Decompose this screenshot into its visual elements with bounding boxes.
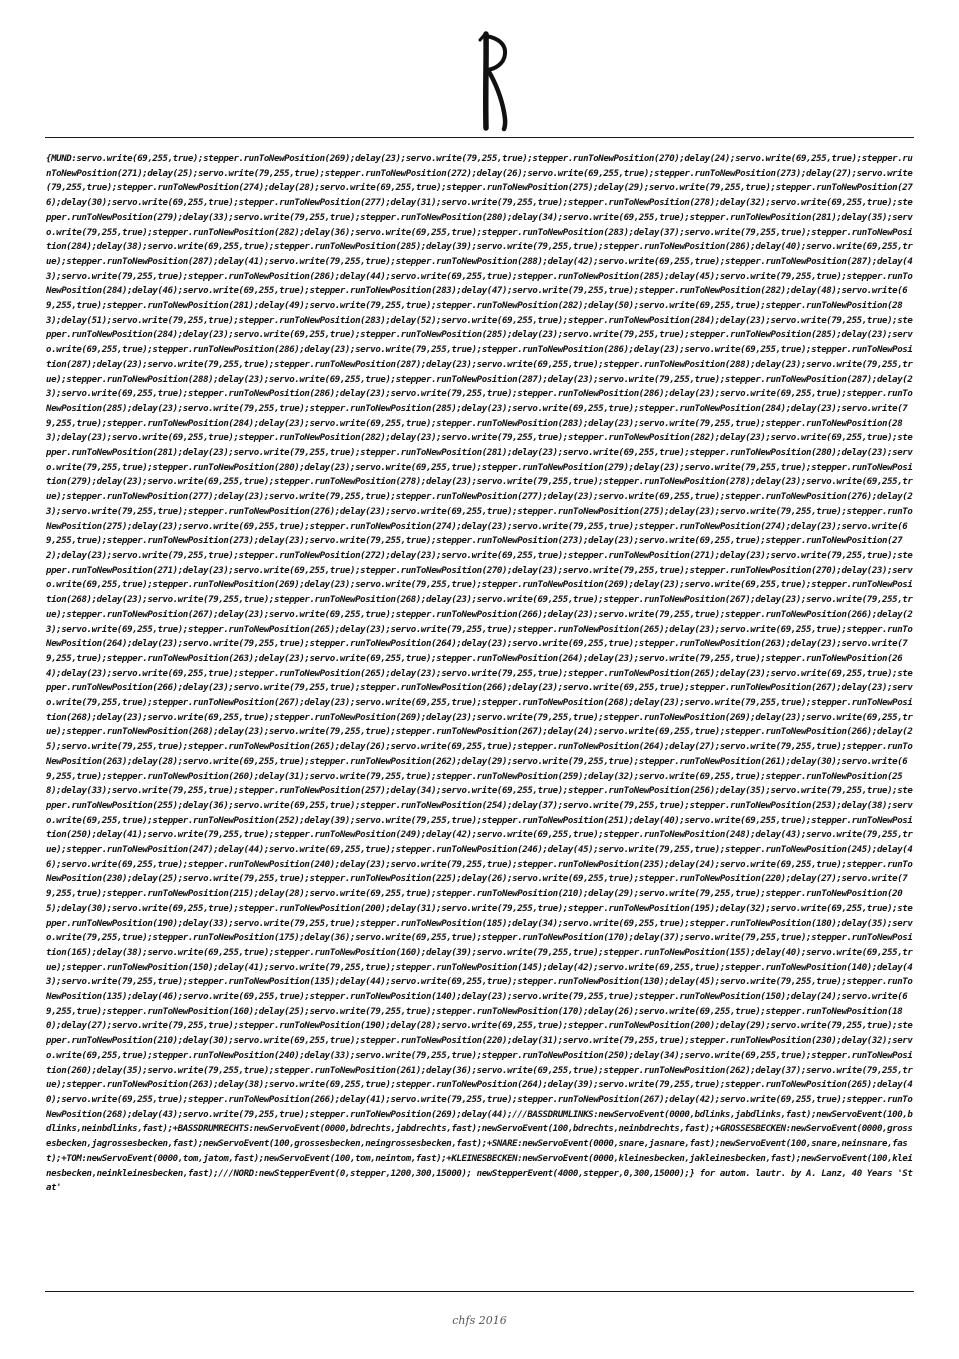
bottom-divider <box>45 1291 914 1292</box>
code-text-block <box>46 152 914 1276</box>
footer-credit: chfs 2016 <box>452 1314 507 1327</box>
top-divider <box>45 137 914 138</box>
code-text: {MUND:servo.write(69,255,true);stepper.runToNewPosition(269);delay(23);servo.write(79,255,true);stepper.runToNewPosition(270);delay(24);servo.write(69,255,true);stepper.runToNewPosition(271);delay(25);servo.write(79,255,true);stepper.runToNewPosition(272);delay(26);servo.write(69,255,true);stepper.runToNewPosition(273);delay(27);servo.write(79,255,true);stepper.runToNewPosition(274);delay(28);servo.write(69,255,true);stepper.runToNewPosition(275);delay(29);servo.write(79,255,true);stepper.runToNewPosition(276);delay(30);servo.write(69,255,true);stepper.runToNewPosition(277);delay(31);servo.write(79,255,true);stepper.runToNewPosition(278);delay(32);servo.write(69,255,true);stepper.runToNewPosition(279);delay(33);servo.write(79,255,true);stepper.runToNewPosition(280);delay(34);servo.write(69,255,true);stepper.runToNewPosition(281);delay(35);servo.write(79,255,true);stepper.runToNewPosition(282);delay(36);servo.write(69,255,true);stepper.runToNewPosition(283);delay(37);servo.write(79,255,true);stepper.runToNewPosition(284);delay(38);servo.write(69,255,true);stepper.runToNewPosition(285);delay(39);servo.write(79,255,true);stepper.runToNewPosition(286);delay(40);servo.write(69,255,true);stepper.runToNewPosition(287);delay(41);servo.write(79,255,true);stepper.runToNewPosition(288);delay(42);servo.write(69,255,true);stepper.runToNewPosition(287);delay(43);servo.write(79,255,true);stepper.runToNewPosition(286);delay(44);servo.write(69,255,true);stepper.runToNewPosition(285);delay(45);servo.write(79,255,true);stepper.runToNewPosition(284);delay(46);servo.write(69,255,true);stepper.runToNewPosition(283);delay(47);servo.write(79,255,true);stepper.runToNewPosition(282);delay(48);servo.write(69,255,true);stepper.runToNewPosition(281);delay(49);servo.write(79,255,true);stepper.runToNewPosition(282);delay(50);servo.write(69,255,true);stepper.runToNewPosition(283);delay(51);servo.write(79,255,true);stepper.runToNewPosition(283);delay(52);servo.write(69,255,true);stepper.runToNewPosition(284);delay(23);servo.write(79,255,true);stepper.runToNewPosition(284);delay(23);servo.write(69,255,true);stepper.runToNewPosition(285);delay(23);servo.write(79,255,true);stepper.runToNewPosition(285);delay(23);servo.write(69,255,true);stepper.runToNewPosition(286);delay(23);servo.write(79,255,true);stepper.runToNewPosition(286);delay(23);servo.write(69,255,true);stepper.runToNewPosition(287);delay(23);servo.write(79,255,true);stepper.runToNewPosition(287);delay(23);servo.write(69,255,true);stepper.runToNewPosition(288);delay(23);servo.write(79,255,true);stepper.runToNewPosition(288);delay(23);servo.write(69,255,true);stepper.runToNewPosition(287);delay(23);servo.write(79,255,true);stepper.runToNewPosition(287);delay(23);servo.write(69,255,true);stepper.runToNewPosition(286);delay(23);servo.write(79,255,true);stepper.runToNewPosition(286);delay(23);servo.write(69,255,true);stepper.runToNewPosition(285);delay(23);servo.write(79,255,true);stepper.runToNewPosition(285);delay(23);servo.write(69,255,true);stepper.runToNewPosition(284);delay(23);servo.write(79,255,true);stepper.runToNewPosition(284);delay(23);servo.write(69,255,true);stepper.runToNewPosition(283);delay(23);servo.write(79,255,true);stepper.runToNewPosition(283);delay(23);servo.write(69,255,true);stepper.runToNewPosition(282);delay(23);servo.write(79,255,true);stepper.runToNewPosition(282);delay(23);servo.write(69,255,true);stepper.runToNewPosition(281);delay(23);servo.write(79,255,true);stepper.runToNewPosition(281);delay(23);servo.write(69,255,true);stepper.runToNewPosition(280);delay(23);servo.write(79,255,true);stepper.runToNewPosition(280);delay(23);servo.write(69,255,true);stepper.runToNewPosition(279);delay(23);servo.write(79,255,true);stepper.runToNewPosition(279);delay(23);servo.write(69,255,true);stepper.runToNewPosition(278);delay(23);servo.write(79,255,true);stepper.runToNewPosition(278);delay(23);servo.write(69,255,true);stepper.runToNewPosition(277);delay(23);servo.write(79,255,true);stepper.runToNewPosition(277);delay(23);servo.write(69,255,true);stepper.runToNewPosition(276);delay(23);servo.write(79,255,true);stepper.runToNewPosition(276);delay(23);servo.write(69,255,true);stepper.runToNewPosition(275);delay(23);servo.write(79,255,true);stepper.runToNewPosition(275);delay(23);servo.write(69,255,true);stepper.runToNewPosition(274);delay(23);servo.write(79,255,true);stepper.runToNewPosition(274);delay(23);servo.write(69,255,true);stepper.runToNewPosition(273);delay(23);servo.write(79,255,true);stepper.runToNewPosition(273);delay(23);servo.write(69,255,true);stepper.runToNewPosition(272);delay(23);servo.write(79,255,true);stepper.runToNewPosition(272);delay(23);servo.write(69,255,true);stepper.runToNewPosition(271);delay(23);servo.write(79,255,true);stepper.runToNewPosition(271);delay(23);servo.write(69,255,true);stepper.runToNewPosition(270);delay(23);servo.write(79,255,true);stepper.runToNewPosition(270);delay(23);servo.write(69,255,true);stepper.runToNewPosition(269);delay(23);servo.write(79,255,true);stepper.runToNewPosition(269);delay(23);servo.write(69,255,true);stepper.runToNewPosition(268);delay(23);servo.write(79,255,true);stepper.runToNewPosition(268);delay(23);servo.write(69,255,true);stepper.runToNewPosition(267);delay(23);servo.write(79,255,true);stepper.runToNewPosition(267);delay(23);servo.write(69,255,true);stepper.runToNewPosition(266);delay(23);servo.write(79,255,true);stepper.runToNewPosition(266);delay(23);servo.write(69,255,true);stepper.runToNewPosition(265);delay(23);servo.write(79,255,true);stepper.runToNewPosition(265);delay(23);servo.write(69,255,true);stepper.runToNewPosition(264);delay(23);servo.write(79,255,true);stepper.runToNewPosition(264);delay(23);servo.write(69,255,true);stepper.runToNewPosition(263);delay(23);servo.write(79,255,true);stepper.runToNewPosition(263);delay(23);servo.write(69,255,true);stepper.runToNewPosition(264);delay(23);servo.write(79,255,true);stepper.runToNewPosition(264);delay(23);servo.write(69,255,true);stepper.runToNewPosition(265);delay(23);servo.write(79,255,true);stepper.runToNewPosition(265);delay(23);servo.write(69,255,true);stepper.runToNewPosition(266);delay(23);servo.write(79,255,true);stepper.runToNewPosition(266);delay(23);servo.write(69,255,true);stepper.runToNewPosition(267);delay(23);servo.write(79,255,true);stepper.runToNewPosition(267);delay(23);servo.write(69,255,true);stepper.runToNewPosition(268);delay(23);servo.write(79,255,true);stepper.runToNewPosition(268);delay(23);servo.write(69,255,true);stepper.runToNewPosition(269);delay(23);servo.write(79,255,true);stepper.runToNewPosition(269);delay(23);servo.write(69,255,true);stepper.runToNewPosition(268);delay(23);servo.write(79,255,true);stepper.runToNewPosition(267);delay(24);servo.write(69,255,true);stepper.runToNewPosition(266);delay(25);servo.write(79,255,true);stepper.runToNewPosition(265);delay(26);servo.write(69,255,true);stepper.runToNewPosition(264);delay(27);servo.write(79,255,true);stepper.runToNewPosition(263);delay(28);servo.write(69,255,true);stepper.runToNewPosition(262);delay(29);servo.write(79,255,true);stepper.runToNewPosition(261);delay(30);servo.write(69,255,true);stepper.runToNewPosition(260);delay(31);servo.write(79,255,true);stepper.runToNewPosition(259);delay(32);servo.write(69,255,true);stepper.runToNewPosition(258);delay(33);servo.write(79,255,true);stepper.runToNewPosition(257);delay(34);servo.write(69,255,true);stepper.runToNewPosition(256);delay(35);servo.write(79,255,true);stepper.runToNewPosition(255);delay(36);servo.write(69,255,true);stepper.runToNewPosition(254);delay(37);servo.write(79,255,true);stepper.runToNewPosition(253);delay(38);servo.write(69,255,true);stepper.runToNewPosition(252);delay(39);servo.write(79,255,true);stepper.runToNewPosition(251);delay(40);servo.write(69,255,true);stepper.runToNewPosition(250);delay(41);servo.write(79,255,true);stepper.runToNewPosition(249);delay(42);servo.write(69,255,true);stepper.runToNewPosition(248);delay(43);servo.write(79,255,true);stepper.runToNewPosition(247);delay(44);servo.write(69,255,true);stepper.runToNewPosition(246);delay(45);servo.write(79,255,true);stepper.runToNewPosition(245);delay(46);servo.write(69,255,true);stepper.runToNewPosition(240);delay(23);servo.write(79,255,true);stepper.runToNewPosition(235);delay(24);servo.write(69,255,true);stepper.runToNewPosition(230);delay(25);servo.write(79,255,true);stepper.runToNewPosition(225);delay(26);servo.write(69,255,true);stepper.runToNewPosition(220);delay(27);servo.write(79,255,true);stepper.runToNewPosition(215);delay(28);servo.write(69,255,true);stepper.runToNewPosition(210);delay(29);servo.write(79,255,true);stepper.runToNewPosition(205);delay(30);servo.write(69,255,true);stepper.runToNewPosition(200);delay(31);servo.write(79,255,true);stepper.runToNewPosition(195);delay(32);servo.write(69,255,true);stepper.runToNewPosition(190);delay(33);servo.write(79,255,true);stepper.runToNewPosition(185);delay(34);servo.write(69,255,true);stepper.runToNewPosition(180);delay(35);servo.write(79,255,true);stepper.runToNewPosition(175);delay(36);servo.write(69,255,true);stepper.runToNewPosition(170);delay(37);servo.write(79,255,true);stepper.runToNewPosition(165);delay(38);servo.write(69,255,true);stepper.runToNewPosition(160);delay(39);servo.write(79,255,true);stepper.runToNewPosition(155);delay(40);servo.write(69,255,true);stepper.runToNewPosition(150);delay(41);servo.write(79,255,true);stepper.runToNewPosition(145);delay(42);servo.write(69,255,true);stepper.runToNewPosition(140);delay(43);servo.write(79,255,true);stepper.runToNewPosition(135);delay(44);servo.write(69,255,true);stepper.runToNewPosition(130);delay(45);servo.write(79,255,true);stepper.runToNewPosition(135);delay(46);servo.write(69,255,true);stepper.runToNewPosition(140);delay(23);servo.write(79,255,true);stepper.runToNewPosition(150);delay(24);servo.write(69,255,true);stepper.runToNewPosition(160);delay(25);servo.write(79,255,true);stepper.runToNewPosition(170);delay(26);servo.write(69,255,true);stepper.runToNewPosition(180);delay(27);servo.write(79,255,true);stepper.runToNewPosition(190);delay(28);servo.write(69,255,true);stepper.runToNewPosition(200);delay(29);servo.write(79,255,true);stepper.runToNewPosition(210);delay(30);servo.write(69,255,true);stepper.runToNewPosition(220);delay(31);servo.write(79,255,true);stepper.runToNewPosition(230);delay(32);servo.write(69,255,true);stepper.runToNewPosition(240);delay(33);servo.write(79,255,true);stepper.runToNewPosition(250);delay(34);servo.write(69,255,true);stepper.runToNewPosition(260);delay(35);servo.write(79,255,true);stepper.runToNewPosition(261);delay(36);servo.write(69,255,true);stepper.runToNewPosition(262);delay(37);servo.write(79,255,true);stepper.runToNewPosition(263);delay(38);servo.write(69,255,true);stepper.runToNewPosition(264);delay(39);servo.write(79,255,true);stepper.runToNewPosition(265);delay(40);servo.write(69,255,true);stepper.runToNewPosition(266);delay(41);servo.write(79,255,true);stepper.runToNewPosition(267);delay(42);servo.write(69,255,true);stepper.runToNewPosition(268);delay(43);servo.write(79,255,true);stepper.runToNewPosition(269);delay(44);///BASSDRUMLINKS:newServoEvent(0000,bdlinks,jabdlinks,fast);newServoEvent(100,bdlinks,neinbdlinks,fast);+BASSDRUMRECHTS:newServoEvent(0000,bdrechts,jabdrechts,fast);newServoEvent(100,bdrechts,neinbdrechts,fast);+GROSSESBECKEN:newServoEvent(0000,grossesbecken,jagrossesbecken,fast);newServoEvent(100,grossesbecken,neingrossesbecken,fast);+SNARE:newServoEvent(0000,snare,jasnare,fast);newServoEvent(100,snare,neinsnare,fast);+TOM:newServoEvent(0000,tom,jatom,fast);newServoEvent(100,tom,neintom,fast);+KLEINESBECKEN:newServoEvent(0000,kleinesbecken,jakleinesbecken,fast);newServoEvent(100,kleinesbecken,neinkleinesbecken,fast);///NORD:newStepperEvent(0,stepper,1200,300,15000); newStepperEvent(4000,stepper,0,300,15000);} <box>46 154 913 1179</box>
runic-r-glyph-icon <box>440 20 530 132</box>
author-signature: for autom. lautr. by A. Lanz, 40 Years 'Stat' <box>46 1168 913 1194</box>
